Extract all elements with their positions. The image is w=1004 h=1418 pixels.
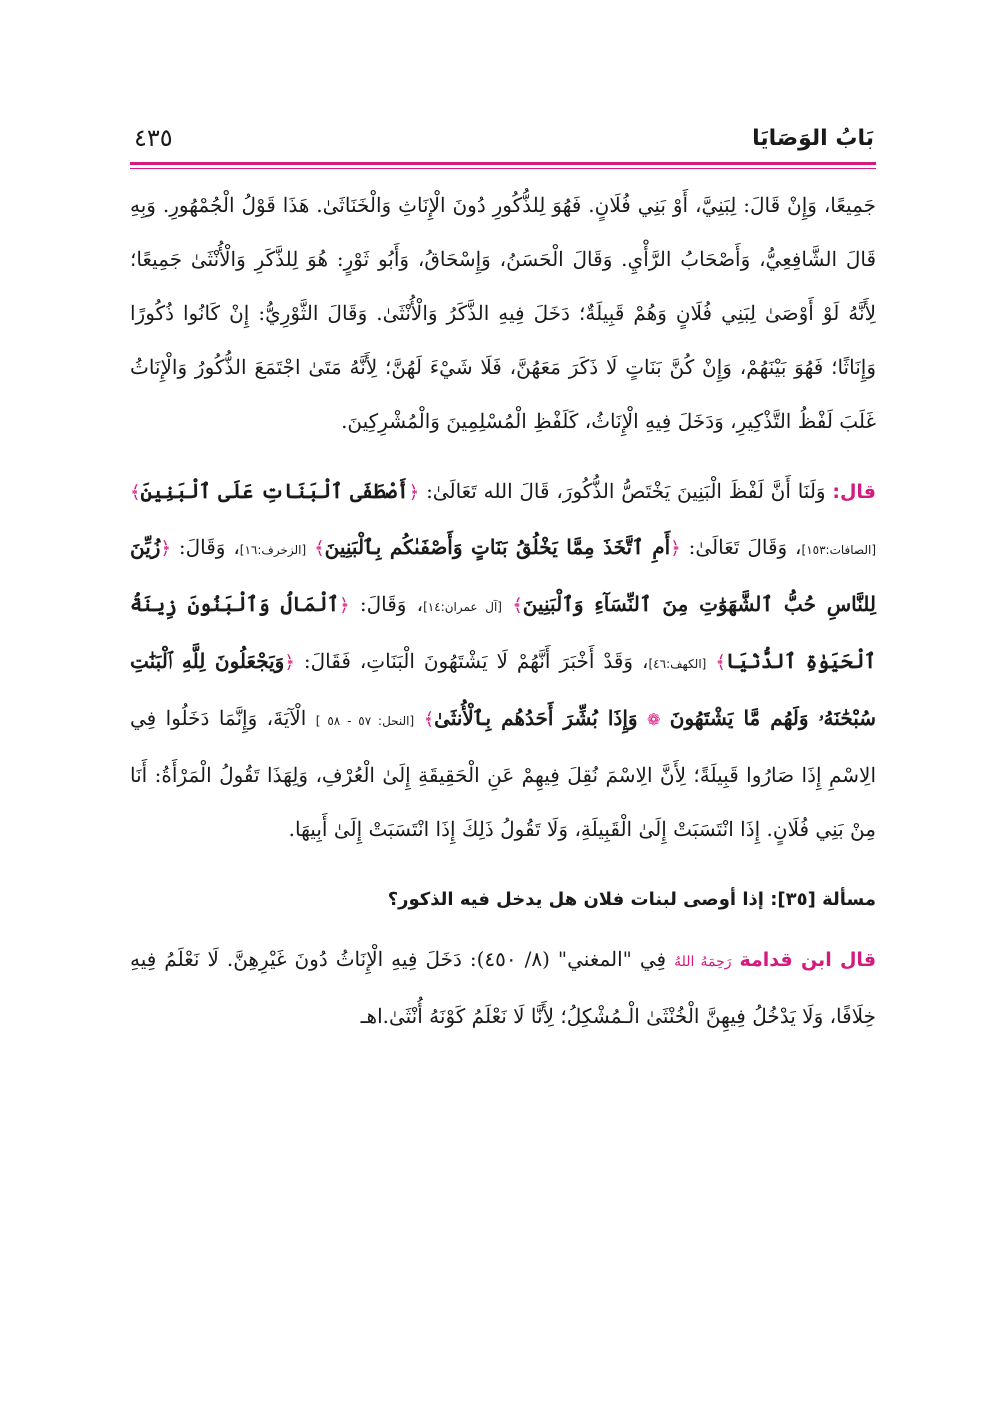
- paragraph-1: [130, 178, 876, 448]
- para2-text-b: ، وَقَالَ تَعَالَىٰ:: [688, 535, 802, 559]
- question-text: إذا أوصى لبنات فلان هل يدخل فيه الذكور؟: [387, 889, 764, 910]
- paragraph-1-text: جَمِيعًا، وَإِنْ قَالَ: لِبَنِيَّ، أَوْ بَنِي فُلَانٍ. فَهُوَ لِلذُّكُورِ دُونَ الْإِنَاثِ وَالْخَنَاثَىٰ. هَذَا قَوْلُ الْجُمْهُورِ. وَبِهِ قَالَ الشَّافِعِيُّ، وَأَصْحَابُ الرَّأْيِ. وَقَالَ الْحَسَنُ، وَإِسْحَاقُ، وَأَبُو ثَوْرٍ: هُوَ لِلذَّكَرِ وَالْأُنْثَىٰ جَمِيعًا؛ لِأَنَّهُ لَوْ أَوْصَىٰ لِبَنِي فُلَانٍ وَهُمْ قَبِيلَةٌ؛ دَخَلَ فِيهِ الذَّكَرُ وَالْأُنْثَىٰ. وَقَالَ الثَّوْرِيُّ: إِنْ كَانُوا ذُكُورًا وَإِنَاثًا؛ فَهُوَ بَيْنَهُمْ، وَإِنْ كُنَّ بَنَاتٍ لَا ذَكَرَ مَعَهُنَّ، فَلَا شَيْءَ لَهُنَّ؛ لِأَنَّهُ مَتَىٰ اجْتَمَعَ الذُّكُورُ وَالْإِنَاثُ غَلَبَ لَفْظُ التَّذْكِيرِ، وَدَخَلَ فِيهِ الْإِنَاثُ، كَلَفْظِ الْمُسْلِمِينَ وَالْمُشْرِكِينَ.: [130, 193, 876, 433]
- verse-reference-1: [الصافات:١٥٣]: [801, 543, 876, 557]
- question-heading: [130, 880, 876, 920]
- header-rule-thick: [130, 162, 876, 165]
- paragraph-2: [130, 464, 876, 856]
- quran-verse-3: زُيِّنَ لِلنَّاسِ حُبُّ ٱلشَّهَوَٰتِ مِنَ ٱلنِّسَآءِ وَٱلْبَنِينَ: [130, 535, 876, 616]
- page-number: ٤٣٥: [134, 124, 173, 152]
- verse-bracket-close: ﴾: [423, 709, 435, 730]
- para2-text-c: ، وَقَالَ:: [178, 535, 240, 559]
- question-label: مسألة [٣٥]:: [770, 889, 876, 910]
- paragraph-3-text: فِي "المغني" (٨/ ٤٥٠): دَخَلَ فِيهِ الْإِنَاثُ دُونَ غَيْرِهِنَّ. لَا نَعْلَمُ فِيهِ خِلَافًا، وَلَا يَدْخُلُ فِيهِنَّ الْخُنْثَىٰ الْـمُشْكِلُ؛ لِأَنَّا لَا نَعْلَمُ كَوْنَهُ أُنْثَىٰ.اهـ: [130, 947, 876, 1028]
- honorific: رَحِمَهُ اللهُ: [674, 954, 732, 970]
- paragraph-3: [130, 932, 876, 1043]
- body-text: [130, 178, 876, 1043]
- verse-reference-5: [النحل: ٥٧ - ٥٨ ]: [315, 714, 415, 728]
- page-header: [130, 120, 876, 162]
- verse-reference-3: [آل عمران:١٤]: [423, 600, 502, 614]
- verse-separator-flower: ❁: [646, 710, 661, 729]
- verse-bracket-close: ﴾: [715, 652, 726, 673]
- verse-bracket-close: ﴾: [314, 538, 325, 559]
- verse-reference-4: [الكهف:٤٦]: [648, 657, 707, 671]
- quran-verse-6: وَإِذَا بُشِّرَ أَحَدُهُم بِٱلْأُنثَىٰ: [434, 706, 638, 730]
- verse-bracket-open: ﴿: [408, 482, 420, 503]
- verse-bracket-close: ﴾: [130, 482, 141, 503]
- verse-bracket-open: ﴿: [160, 538, 171, 559]
- verse-bracket-open: ﴿: [284, 652, 295, 673]
- quran-verse-2: أَمِ ٱتَّخَذَ مِمَّا يَخْلُقُ بَنَاتٍ وَأَصْفَىٰكُم بِٱلْبَنِينَ: [324, 535, 671, 559]
- verse-bracket-open: ﴿: [339, 595, 350, 616]
- verse-bracket-open: ﴿: [670, 538, 681, 559]
- header-rule-thin: [130, 168, 876, 169]
- para2-text-a: وَلَنَا أَنَّ لَفْظَ الْبَنِينَ يَخْتَصُّ الذُّكُورَ، قَالَ الله تَعَالَىٰ:: [426, 479, 826, 503]
- quran-verse-5: وَيَجْعَلُونَ لِلَّهِ ٱلْبَنَٰتِ سُبْحَٰنَهُۥ وَلَهُم مَّا يَشْتَهُونَ: [130, 649, 877, 730]
- page: [130, 120, 876, 1043]
- qala-label: قال:: [832, 481, 877, 503]
- chapter-title: بَابُ الوَصَايَا: [752, 126, 874, 151]
- quran-verse-4: ٱلْمَالُ وَٱلْبَنُونَ زِينَةُ ٱلْحَيَوٰةِ ٱلدُّنْيَا: [130, 592, 877, 673]
- verse-reference-2: [الزخرف:١٦]: [239, 543, 307, 557]
- para2-text-d: ، وَقَالَ:: [359, 592, 424, 616]
- para2-text-e: ، وَقَدْ أَخْبَرَ أَنَّهُمْ لَا يَشْتَهُونَ الْبَنَاتِ، فَقَالَ:: [303, 649, 649, 673]
- ibn-qudama-label: قال ابن قدامة: [739, 949, 877, 971]
- para2-text-f: الْآيَةَ، وَإِنَّمَا دَخَلُوا فِي الِاسْمِ إِذَا صَارُوا قَبِيلَةً؛ لِأَنَّ الِاسْمَ نُقِلَ فِيهِمْ عَنِ الْحَقِيقَةِ إِلَىٰ الْعُرْفِ، وَلِهَذَا تَقُولُ الْمَرْأَةُ: أَنَا مِنْ بَنِي فُلَانٍ. إِذَا انْتَسَبَتْ إِلَىٰ الْقَبِيلَةِ، وَلَا تَقُولُ ذَلِكَ إِذَا انْتَسَبَتْ إِلَىٰ أَبِيهَا.: [130, 706, 876, 841]
- quran-verse-1: أَصْطَفَى ٱلْبَنَاتِ عَلَى ٱلْبَنِينَ: [140, 479, 409, 503]
- verse-bracket-close: ﴾: [512, 595, 523, 616]
